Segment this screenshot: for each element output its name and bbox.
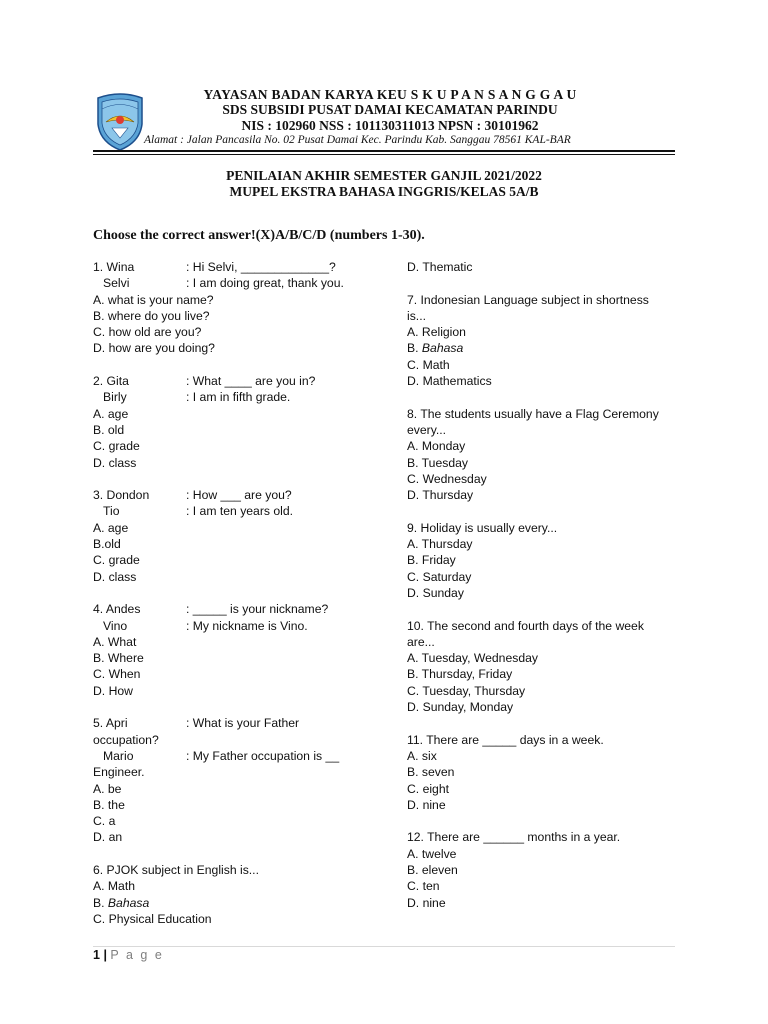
dialogue-line: : How ___ are you? [186, 488, 292, 503]
option-b[interactable]: B. the [93, 797, 125, 812]
option-d[interactable]: D. an [93, 830, 123, 845]
dialogue-line: : My nickname is Vino. [186, 618, 308, 633]
option-b[interactable] [407, 340, 682, 356]
speaker-1: 1. Wina [93, 260, 135, 274]
option-a[interactable]: A. be [93, 781, 122, 796]
option-letter: B. [93, 895, 108, 910]
speaker-2: Tio [103, 504, 120, 519]
option-c[interactable]: C. Saturday [407, 569, 472, 584]
right-column [407, 259, 682, 911]
header-divider-thin [93, 154, 675, 155]
page-footer [93, 948, 164, 962]
question-text: 6. PJOK subject in English is... [93, 862, 259, 877]
option-d[interactable]: D. class [93, 569, 137, 584]
page-number: 1 [93, 948, 100, 962]
dialogue-line: : Hi Selvi, _____________? [186, 260, 336, 274]
option-a[interactable]: A. Math [93, 879, 135, 894]
option-d[interactable]: D. nine [407, 797, 446, 812]
option-d[interactable]: D. Thursday [407, 488, 474, 503]
dialogue-continuation: Engineer. [93, 765, 145, 780]
foundation-name: YAYASAN BADAN KARYA KEU S K U P A N S A N G G A U [203, 87, 577, 102]
option-b[interactable]: B. Tuesday [407, 455, 468, 470]
question-text-cont: are... [407, 634, 435, 649]
option-c[interactable]: C. grade [93, 553, 140, 568]
dialogue-line: : I am in fifth grade. [186, 390, 291, 405]
option-c[interactable]: C. Tuesday, Thursday [407, 683, 526, 698]
option-a[interactable]: A. Monday [407, 439, 466, 454]
question-8 [407, 406, 682, 504]
question-text: 12. There are ______ months in a year. [407, 830, 621, 845]
school-ids: NIS : 102960 NSS : 101130311013 NPSN : 30101962 [241, 118, 539, 133]
option-a[interactable]: A. age [93, 406, 129, 421]
q6-option-d[interactable]: D. Thematic [407, 260, 473, 274]
option-b[interactable]: B. where do you live? [93, 308, 210, 323]
question-text: 7. Indonesian Language subject in shortness [407, 292, 649, 307]
question-10 [407, 618, 682, 716]
option-c[interactable]: C. a [93, 814, 116, 829]
dialogue-line: : What ____ are you in? [186, 374, 316, 389]
option-c[interactable]: C. Wednesday [407, 471, 487, 486]
option-letter: B. [407, 341, 422, 356]
option-a[interactable]: A. age [93, 520, 129, 535]
exam-title: PENILAIAN AKHIR SEMESTER GANJIL 2021/2022 [226, 168, 542, 183]
option-a[interactable]: A. Tuesday, Wednesday [407, 651, 538, 666]
question-text: 11. There are _____ days in a week. [407, 732, 604, 747]
option-text: Bahasa [107, 895, 150, 910]
dialogue-line: : I am doing great, thank you. [186, 276, 344, 291]
option-d[interactable]: D. class [93, 455, 137, 470]
dialogue-line: : What is your Father [186, 716, 300, 731]
footer-divider [93, 946, 675, 947]
option-d[interactable]: D. How [93, 683, 133, 698]
speaker-1: 5. Apri [93, 716, 128, 731]
option-c[interactable]: C. ten [407, 879, 440, 894]
option-d[interactable]: D. nine [407, 895, 446, 910]
option-c[interactable]: C. Physical Education [93, 911, 212, 926]
exam-subtitle: MUPEL EKSTRA BAHASA INGGRIS/KELAS 5A/B [229, 184, 539, 199]
footer-separator: | [103, 948, 107, 962]
question-1 [93, 259, 388, 357]
speaker-1: 3. Dondon [93, 488, 150, 503]
question-7 [407, 292, 682, 390]
header-divider-thick [93, 150, 675, 152]
speaker-1: 4. Andes [93, 602, 141, 617]
option-c[interactable]: C. eight [407, 781, 450, 796]
option-a[interactable]: A. what is your name? [93, 292, 214, 307]
option-b[interactable]: B. eleven [407, 862, 458, 877]
question-text: 8. The students usually have a Flag Ceremony [407, 406, 659, 421]
option-a[interactable]: A. Thursday [407, 537, 473, 552]
question-text-cont: every... [407, 422, 447, 437]
school-name: SDS SUBSIDI PUSAT DAMAI KECAMATAN PARINDU [222, 102, 558, 117]
option-b[interactable]: B.old [93, 537, 121, 552]
option-a[interactable]: A. Religion [407, 325, 466, 340]
dialogue-line: : I am ten years old. [186, 504, 294, 519]
option-c[interactable]: C. Math [407, 357, 450, 372]
option-a[interactable]: A. twelve [407, 846, 457, 861]
question-9 [407, 520, 682, 601]
question-text: 10. The second and fourth days of the week [407, 618, 644, 633]
left-column [93, 259, 388, 927]
dialogue-continuation: occupation? [93, 732, 159, 747]
speaker-2: Mario [103, 748, 134, 763]
option-b[interactable]: B. Friday [407, 553, 456, 568]
question-2 [93, 373, 388, 471]
question-text: 9. Holiday is usually every... [407, 520, 558, 535]
option-d[interactable]: D. how are you doing? [93, 341, 215, 356]
option-c[interactable]: C. how old are you? [93, 325, 202, 340]
option-b[interactable]: B. Where [93, 651, 144, 666]
option-c[interactable]: C. When [93, 667, 141, 682]
question-text-cont: is... [407, 308, 426, 323]
option-c[interactable]: C. grade [93, 439, 140, 454]
option-text: Bahasa [421, 341, 464, 356]
option-b[interactable]: B. old [93, 422, 125, 437]
dialogue-line: : My Father occupation is __ [186, 748, 340, 763]
question-5 [93, 715, 388, 845]
speaker-2: Birly [103, 390, 127, 405]
speaker-1: 2. Gita [93, 374, 129, 389]
question-11 [407, 732, 682, 813]
option-d[interactable]: D. Mathematics [407, 374, 492, 389]
option-a[interactable]: A. What [93, 634, 137, 649]
page-label: P a g e [110, 948, 164, 962]
question-3 [93, 487, 388, 585]
question-12 [407, 829, 682, 910]
option-d[interactable]: D. Sunday [407, 585, 464, 600]
option-b[interactable]: B. Thursday, Friday [407, 667, 513, 682]
dialogue-line: : _____ is your nickname? [186, 602, 329, 617]
option-b[interactable] [93, 895, 388, 911]
option-d[interactable]: D. Sunday, Monday [407, 700, 514, 715]
question-4 [93, 601, 388, 699]
question-6 [93, 862, 388, 927]
school-address: Alamat : Jalan Pancasila No. 02 Pusat Damai Kec. Parindu Kab. Sanggau 78561 KAL-BAR [144, 134, 571, 146]
speaker-2: Selvi [103, 276, 130, 291]
option-a[interactable]: A. six [407, 748, 437, 763]
instructions: Choose the correct answer!(X)A/B/C/D (numbers 1-30). [93, 228, 425, 243]
speaker-2: Vino [103, 618, 128, 633]
option-b[interactable]: B. seven [407, 765, 455, 780]
